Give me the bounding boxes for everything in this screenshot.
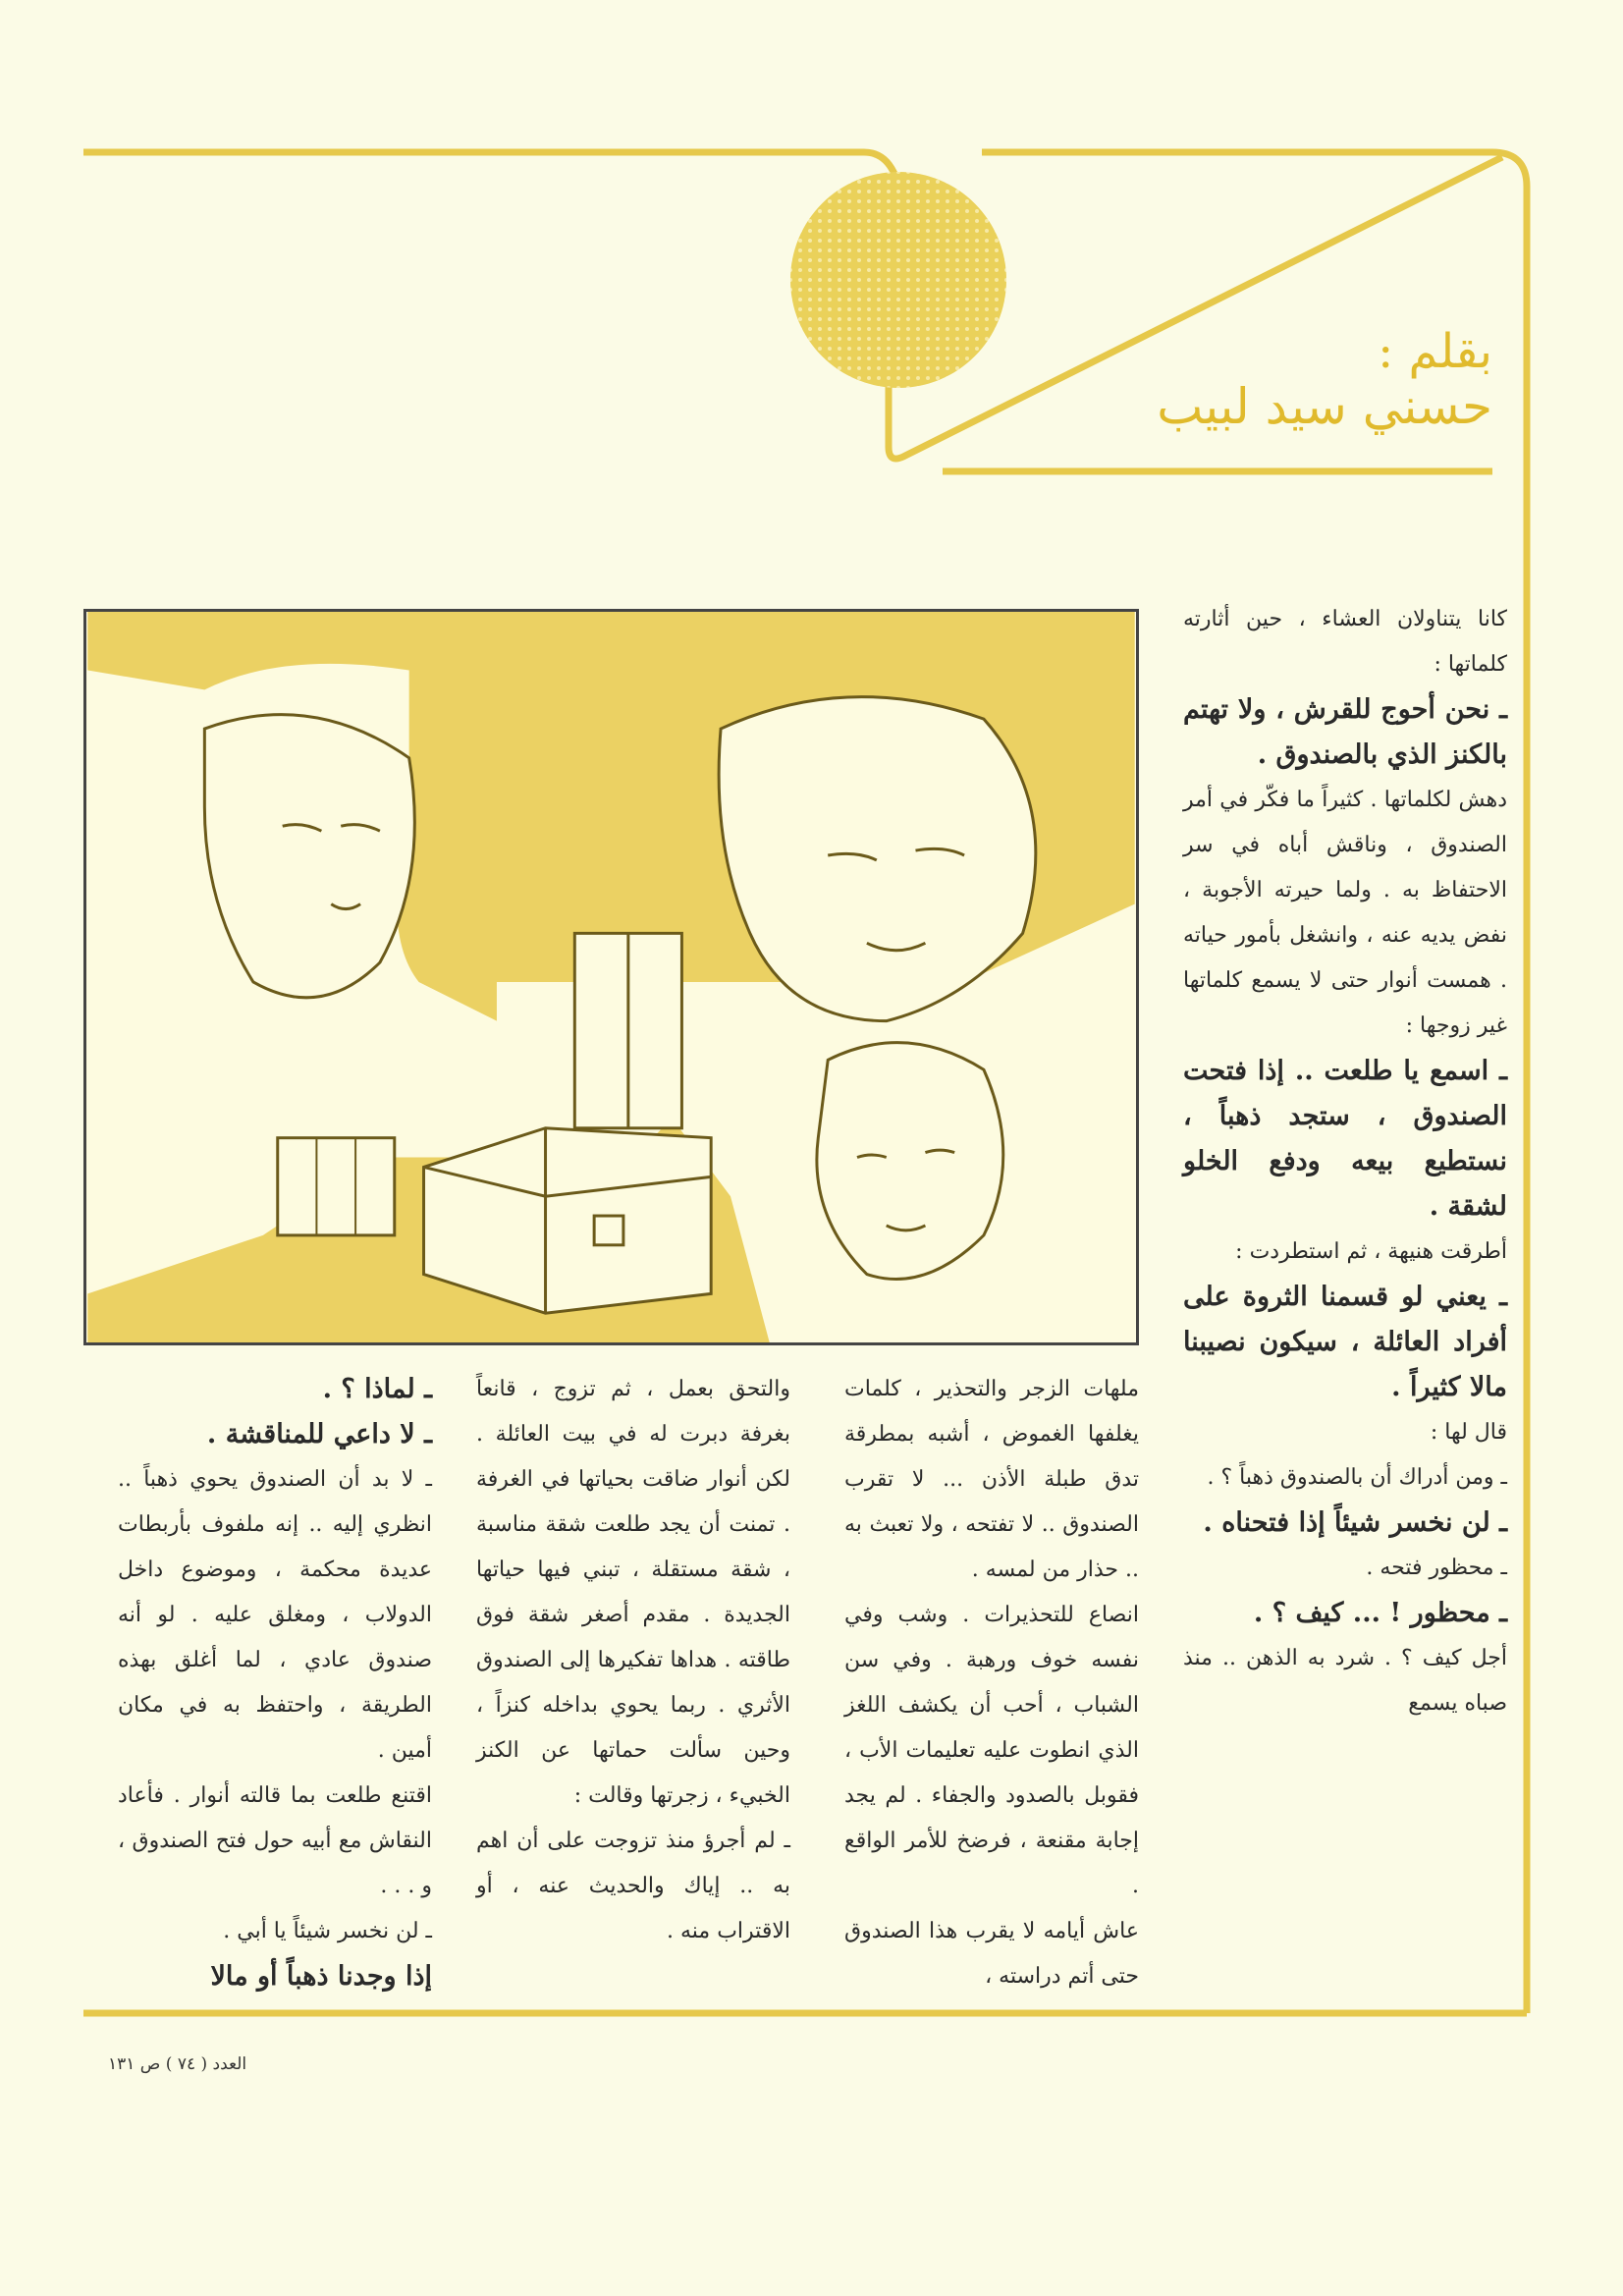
dialogue-line: ـ لن نخسر شيئاً يا أبي . (223, 1919, 432, 1943)
author-name: حسني سيد لبيب (1157, 378, 1492, 435)
text-column-bottom-3 (118, 1367, 432, 1999)
dialogue-line: ـ ومن أدراك أن بالصندوق ذهباً ؟ . (1207, 1465, 1507, 1490)
text-column-right (1183, 597, 1507, 1726)
dialogue-line: ـ لا بد أن الصندوق يحوي ذهباً .. انظري إليه .. إنه ملفوف بأربطات عديدة محكمة ، وموضوع داخل الدولاب ، ومغلق عليه . لو أنه صندوق عادي ، لما أغلق بهذه الطريقة ، واحتفظ به في مكان أمين . (118, 1467, 432, 1763)
dialogue-line: ـ لا داعي للمناقشة . (206, 1419, 432, 1449)
paragraph: قال لها : (1430, 1420, 1507, 1445)
dialogue-line: ـ لم أجرؤ منذ تزوجت على أن اهم به .. إياك والحديث عنه ، أو الاقتراب منه . (476, 1829, 790, 1943)
byline-label: بقلم : (1378, 324, 1492, 379)
dialogue-line: إذا وجدنا ذهباً أو مالا (210, 1961, 432, 1992)
story-illustration (83, 609, 1139, 1345)
paragraph: أطرقت هنيهة ، ثم استطردت : (1235, 1239, 1507, 1264)
dialogue-line: ـ اسمع يا طلعت .. إذا فتحت الصندوق ، ستجد ذهباً ، نستطيع بيعه ودفع الخلو لشقة . (1183, 1056, 1507, 1222)
dialogue-line: ـ محظور ! ... كيف ؟ . (1253, 1598, 1507, 1628)
paragraph: انصاع للتحذيرات . وشب وفي نفسه خوف ورهبة . وفي سن الشباب ، أحب أن يكشف اللغز الذي انطوت عليه تعليمات الأب ، فقوبل بالصدود والجفاء . لم يجد إجابة مقنعة ، فرضخ للأمر الواقع . (844, 1603, 1139, 1898)
dialogue-line: ـ لن نخسر شيئاً إذا فتحناه . (1203, 1507, 1507, 1538)
paragraph: كانا يتناولان العشاء ، حين أثارته كلماتها : (1183, 607, 1507, 677)
paragraph: عاش أيامه لا يقرب هذا الصندوق حتى أتم دراسته ، (844, 1919, 1139, 1989)
illustration-family-treasure-box-icon (86, 612, 1136, 1342)
text-column-bottom-1 (844, 1367, 1139, 1999)
paragraph: ملهات الزجر والتحذير ، كلمات يغلفها الغموض ، أشبه بمطرقة تدق طبلة الأذن ... لا تقرب الصندوق .. لا تفتحه ، ولا تعبث به .. حذار من لمسه . (844, 1377, 1139, 1582)
paragraph: دهش لكلماتها . كثيراً ما فكّر في أمر الصندوق ، وناقش أباه في سر الاحتفاظ به . ولما حيرته الأجوبة ، نفض يديه عنه ، وانشغل بأمور حياته . همست أنوار حتى لا يسمع كلماتها غير زوجها : (1183, 788, 1507, 1038)
dialogue-line: ـ يعني لو قسمنا الثروة على أفراد العائلة ، سيكون نصيبنا مالا كثيراً . (1183, 1282, 1507, 1402)
dialogue-line: ـ محظور فتحه . (1366, 1556, 1507, 1580)
paragraph: أجل كيف ؟ . شرد به الذهن .. منذ صباه يسمع (1183, 1646, 1507, 1716)
text-column-bottom-2 (476, 1367, 790, 1954)
dialogue-line: ـ لماذا ؟ . (322, 1374, 432, 1404)
page-footer: العدد ( ٧٤ ) ص ١٣١ (108, 2054, 247, 2074)
decorative-circle (790, 172, 1006, 388)
paragraph: والتحق بعمل ، ثم تزوج ، قانعاً بغرفة دبرت له في بيت العائلة . لكن أنوار ضاقت بحياتها في الغرفة . تمنت أن يجد طلعت شقة مناسبة ، شقة مستقلة ، تبني فيها حياتها الجديدة . مقدم أصغر شقة فوق طاقته . هداها تفكيرها إلى الصندوق الأثري . ربما يحوي بداخله كنزاً ، وحين سألت حماتها عن الكنز الخبيء ، زجرتها وقالت : (476, 1377, 790, 1808)
dialogue-line: ـ نحن أحوج للقرش ، ولا تهتم بالكنز الذي بالصندوق . (1183, 694, 1507, 770)
paragraph: اقتنع طلعت بما قالته أنوار . فأعاد النقاش مع أبيه حول فتح الصندوق ، و . . . (118, 1783, 432, 1898)
